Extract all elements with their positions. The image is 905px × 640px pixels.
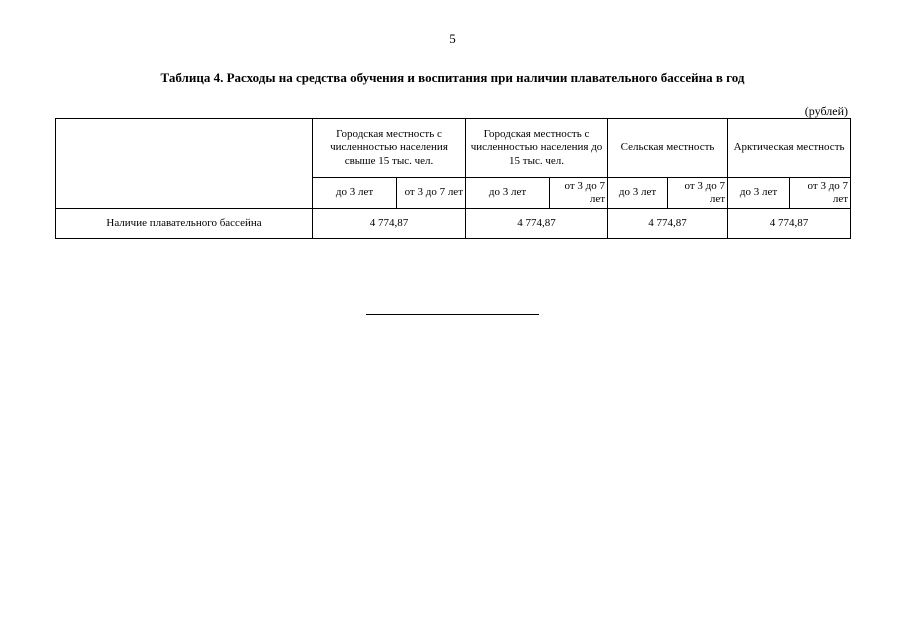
subheader-urban-large-3-to-7: от 3 до 7 лет: [397, 178, 466, 209]
table-title: Таблица 4. Расходы на средства обучения и воспитания при наличии плавательного бассейна в год: [160, 70, 745, 85]
value-urban-large: 4 774,87: [313, 209, 466, 239]
page-number: 5: [449, 31, 456, 46]
subheader-rural-3-to-7: от 3 до 7 лет: [668, 178, 728, 209]
table-header-row: [56, 119, 851, 178]
table-row: [56, 209, 851, 239]
subheader-urban-small-3-to-7: от 3 до 7 лет: [550, 178, 608, 209]
header-empty-cell: [56, 119, 313, 209]
subheader-urban-small-under-3: до 3 лет: [466, 178, 550, 209]
group-header-rural: Сельская местность: [608, 119, 728, 178]
value-rural: 4 774,87: [608, 209, 728, 239]
costs-table: [55, 118, 851, 239]
subheader-arctic-under-3: до 3 лет: [728, 178, 790, 209]
group-header-urban-small: Городская местность с численностью населения до 15 тыс. чел.: [466, 119, 608, 178]
units-label: (рублей): [804, 104, 848, 118]
divider-line: [366, 314, 539, 315]
subheader-rural-under-3: до 3 лет: [608, 178, 668, 209]
group-header-arctic: Арктическая местность: [728, 119, 851, 178]
subheader-urban-large-under-3: до 3 лет: [313, 178, 397, 209]
value-arctic: 4 774,87: [728, 209, 851, 239]
value-urban-small: 4 774,87: [466, 209, 608, 239]
group-header-urban-large: Городская местность с численностью населения свыше 15 тыс. чел.: [313, 119, 466, 178]
subheader-arctic-3-to-7: от 3 до 7 лет: [790, 178, 851, 209]
row-label: Наличие плавательного бассейна: [56, 209, 313, 239]
